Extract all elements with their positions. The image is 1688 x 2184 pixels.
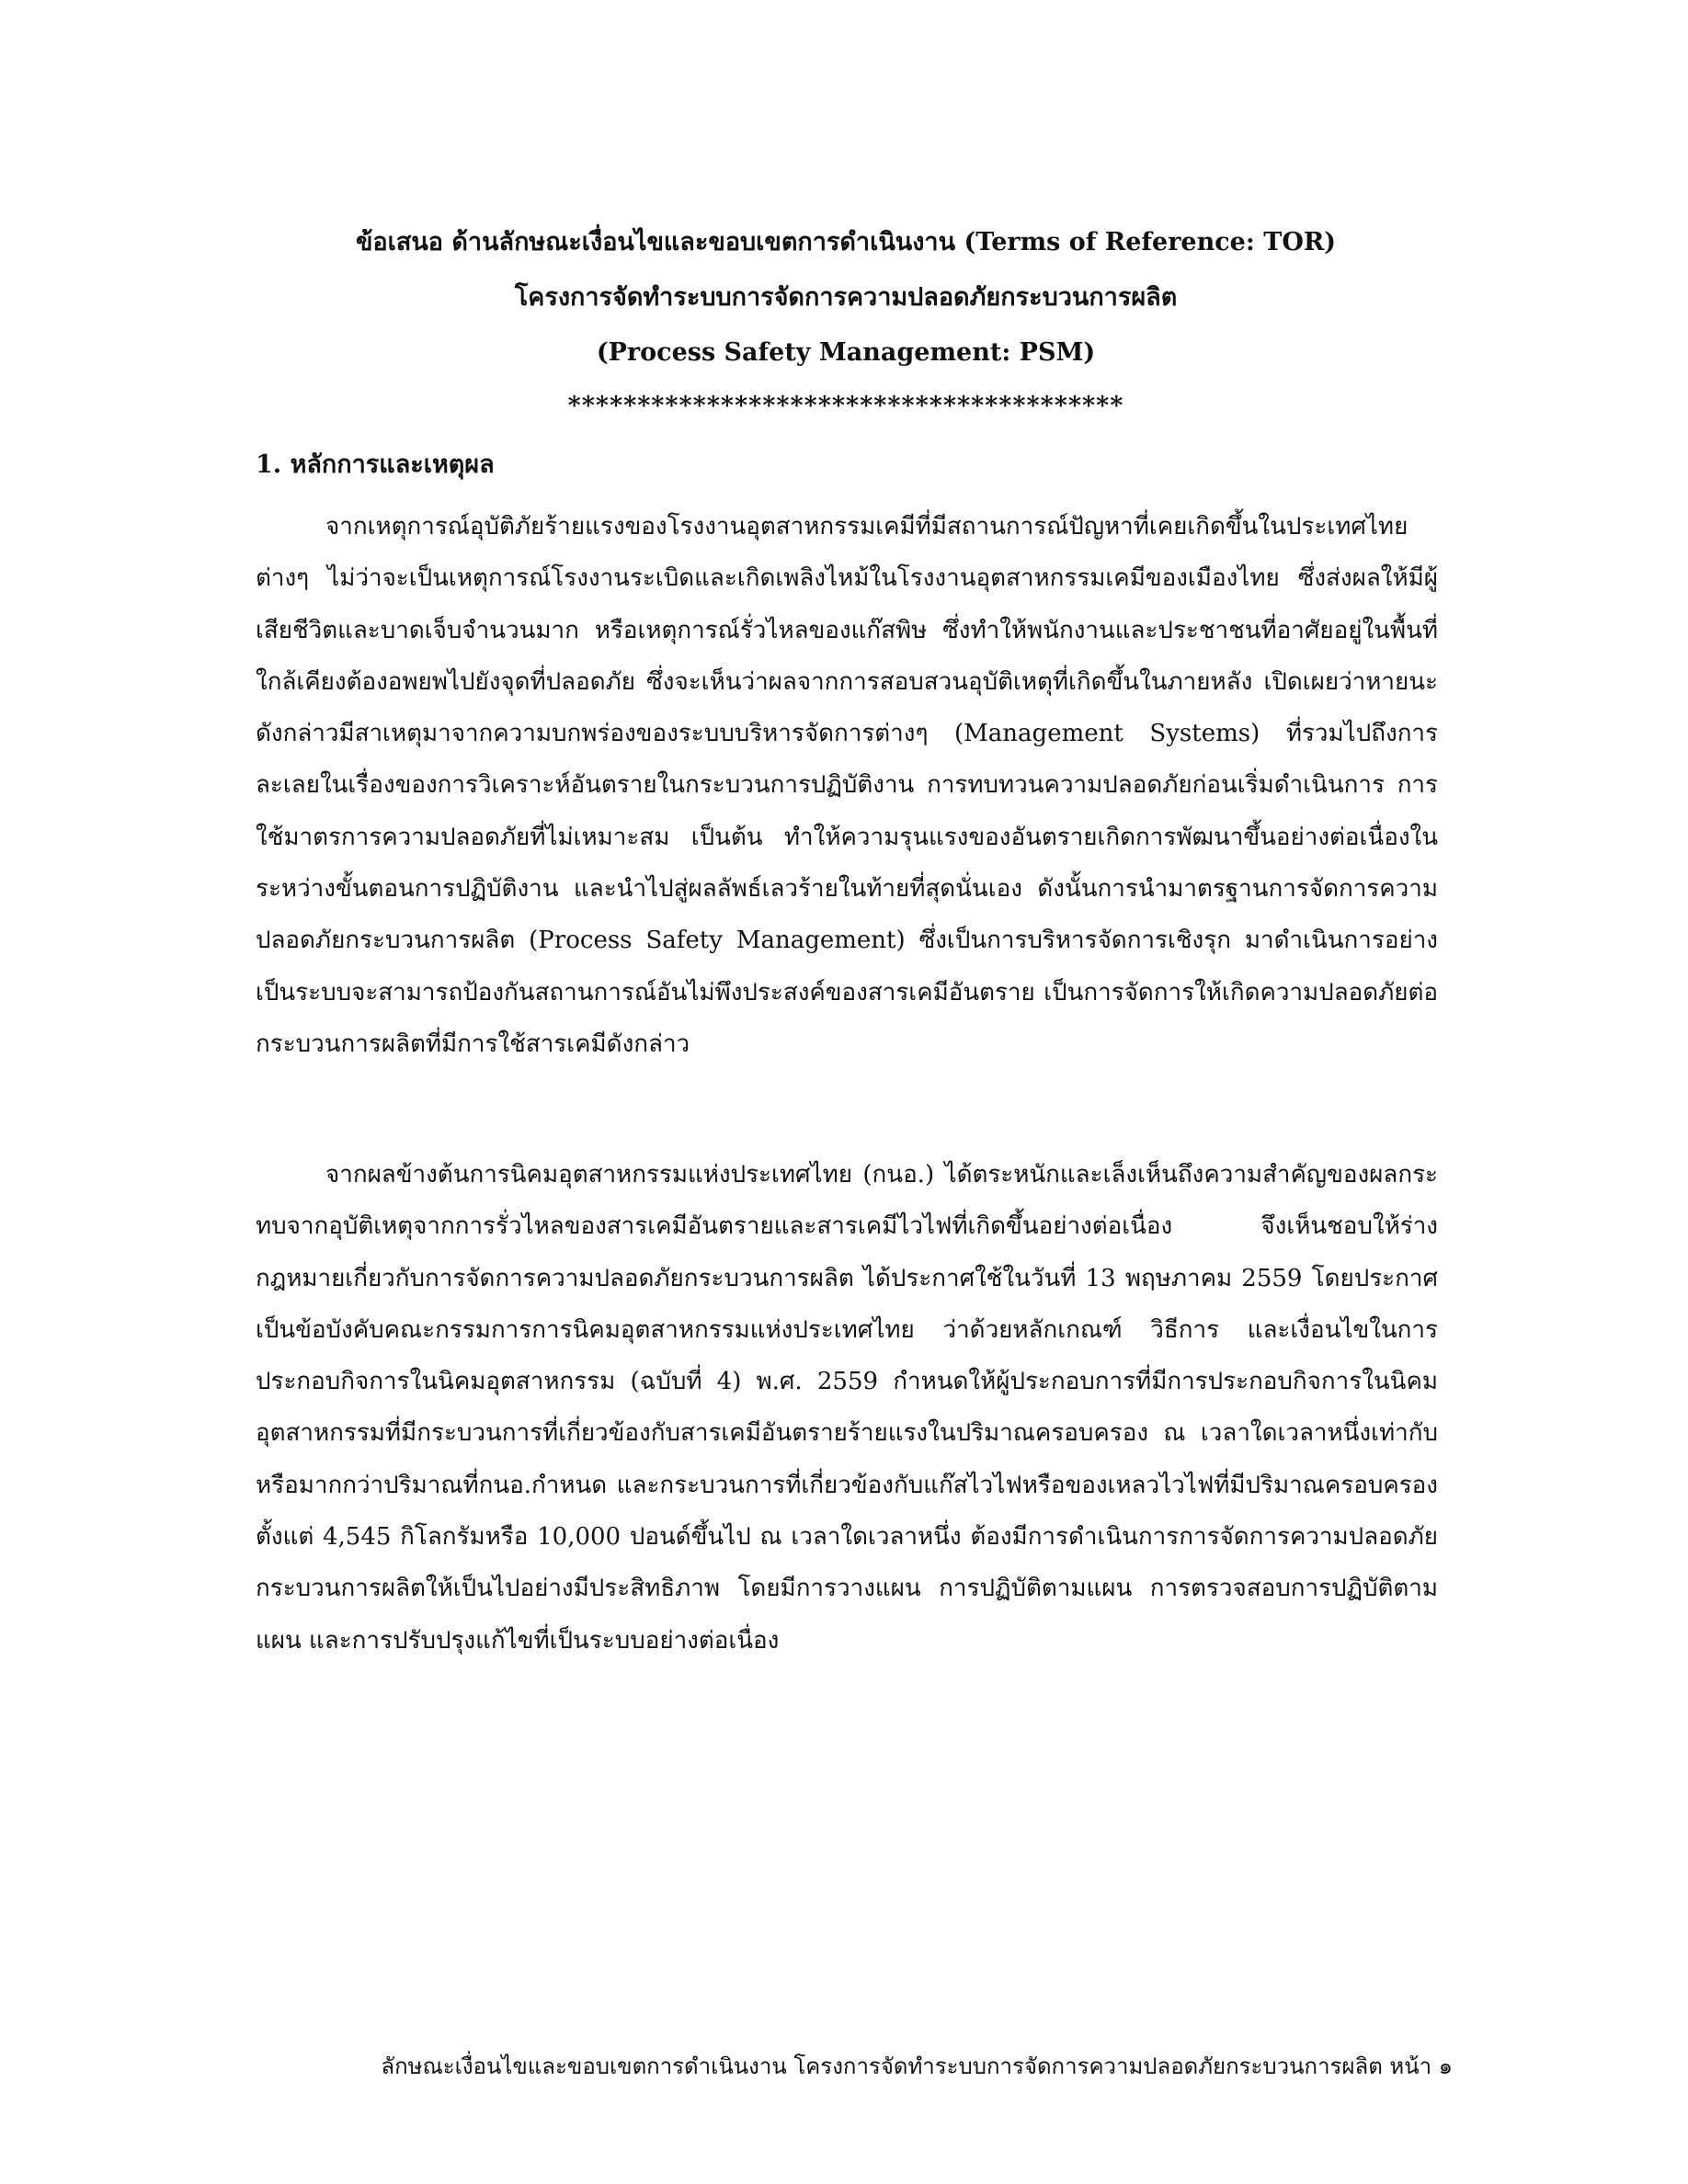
document-title-line-1: ข้อเสนอ ด้านลักษณะเงื่อนไขและขอบเขตการดำเนินงาน (Terms of Reference: TOR) [355,228,1337,256]
section-1-paragraph-2: จากผลข้างต้นการนิคมอุตสาหกรรมแห่งประเทศไทย (กนอ.) ได้ตระหนักและเล็งเห็นถึงความสำคัญของผลกระทบจากอุบัติเหตุจากการรั่วไหลของสารเคมีอันตรายและสารเคมีไวไฟที่เกิดขึ้นอย่างต่อเนื่อง จึงเห็นชอบให้ร่างกฎหมายเกี่ยวกับการจัดการความปลอดภัยกระบวนการผลิต ได้ประกาศใช้ในวันที่ 13 พฤษภาคม 2559 โดยประกาศเป็นข้อบังคับคณะกรรมการการนิคมอุตสาหกรรมแห่งประเทศไทย ว่าด้วยหลักเกณฑ์ วิธีการ และเงื่อนไขในการประกอบกิจการในนิคมอุตสาหกรรม (ฉบับที่ 4) พ.ศ. 2559 กำหนดให้ผู้ประกอบการที่มีการประกอบกิจการในนิคมอุตสาหกรรมที่มีกระบวนการที่เกี่ยวข้องกับสารเคมีอันตรายร้ายแรงในปริมาณครอบครอง ณ เวลาใดเวลาหนึ่งเท่ากับหรือมากกว่าปริมาณที่กนอ.กำหนด และกระบวนการที่เกี่ยวข้องกับแก๊สไวไฟหรือของเหลวไวไฟที่มีปริมาณครอบครองตั้งแต่ 4,545 กิโลกรัมหรือ 10,000 ปอนด์ขึ้นไป ณ เวลาใดเวลาหนึ่ง ต้องมีการดำเนินการการจัดการความปลอดภัยกระบวนการผลิตให้เป็นไปอย่างมีประสิทธิภาพ โดยมีการวางแผน การปฏิบัติตามแผน การตรวจสอบการปฏิบัติตามแผน และการปรับปรุงแก้ไขที่เป็นระบบอย่างต่อเนื่อง [256,1161,1438,1655]
section-1-paragraph-1: จากเหตุการณ์อุบัติภัยร้ายแรงของโรงงานอุตสาหกรรมเคมีที่มีสถานการณ์ปัญหาที่เคยเกิดขึ้นในประเทศไทยต่างๆ ไม่ว่าจะเป็นเหตุการณ์โรงงานระเบิดและเกิดเพลิงไหม้ในโรงงานอุตสาหกรรมเคมีของเมืองไทย ซึ่งส่งผลให้มีผู้เสียชีวิตและบาดเจ็บจำนวนมาก หรือเหตุการณ์รั่วไหลของแก๊สพิษ ซึ่งทำให้พนักงานและประชาชนที่อาศัยอยู่ในพื้นที่ใกล้เคียงต้องอพยพไปยังจุดที่ปลอดภัย ซึ่งจะเห็นว่าผลจากการสอบสวนอุบัติเหตุที่เกิดขึ้นในภายหลัง เปิดเผยว่าหายนะดังกล่าวมีสาเหตุมาจากความบกพร่องของระบบบริหารจัดการต่างๆ (Management Systems) ที่รวมไปถึงการละเลยในเรื่องของการวิเคราะห์อันตรายในกระบวนการปฏิบัติงาน การทบทวนความปลอดภัยก่อนเริ่มดำเนินการ การใช้มาตรการความปลอดภัยที่ไม่เหมาะสม เป็นต้น ทำให้ความรุนแรงของอันตรายเกิดการพัฒนาขึ้นอย่างต่อเนื่องในระหว่างขั้นตอนการปฏิบัติงาน และนำไปสู่ผลลัพธ์เลวร้ายในท้ายที่สุดนั่นเอง ดังนั้นการนำมาตรฐานการจัดการความปลอดภัยกระบวนการผลิต (Process Safety Management) ซึ่งเป็นการบริหารจัดการเชิงรุก มาดำเนินการอย่างเป็นระบบจะสามารถป้องกันสถานการณ์อันไม่พึงประสงค์ของสารเคมีอันตราย เป็นการจัดการให้เกิดความปลอดภัยต่อกระบวนการผลิตที่มีการใช้สารเคมีดังกล่าว [256,513,1438,1058]
document-title-line-3: (Process Safety Management: PSM) [596,338,1096,367]
page-footer: ลักษณะเงื่อนไขและขอบเขตการดำเนินงาน โครงการจัดทำระบบการจัดการความปลอดภัยกระบวนการผลิต หน้า ๑ [381,2053,1453,2079]
document-title-line-2: โครงการจัดทำระบบการจัดการความปลอดภัยกระบวนการผลิต [514,283,1178,312]
section-1-heading: 1. หลักการและเหตุผล [256,450,495,479]
title-separator: **************************************** [567,392,1124,420]
